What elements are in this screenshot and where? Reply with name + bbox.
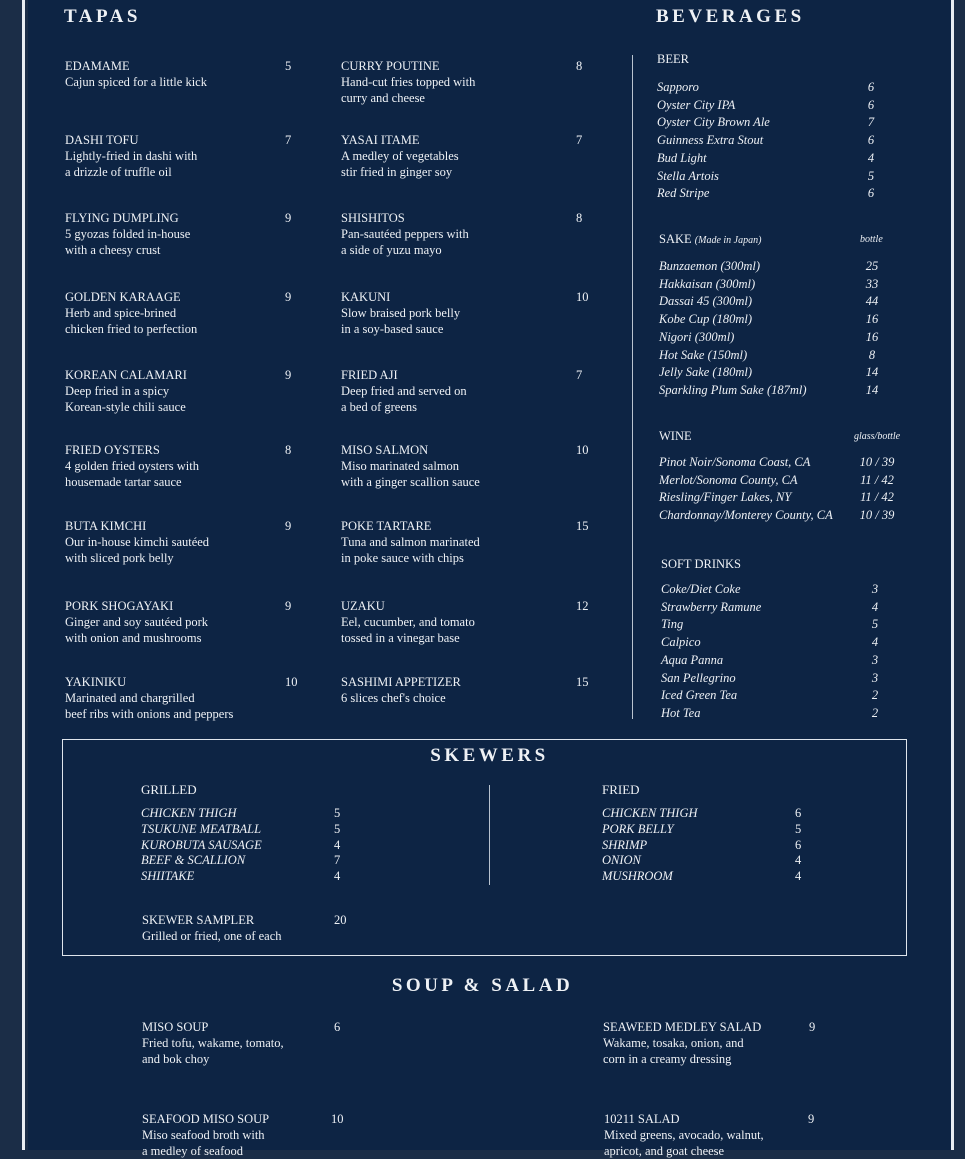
tapas-item-kakuni xyxy=(341,289,460,337)
tapas-item-desc: beef ribs with onions and peppers xyxy=(65,707,234,721)
tapas-item-desc: Pan-sautéed peppers with xyxy=(341,227,469,241)
grilled-skewer-name: CHICKEN THIGH xyxy=(141,806,237,820)
soup-salad-item-desc: and bok choy xyxy=(142,1052,210,1066)
tapas-item-price: 15 xyxy=(576,675,589,689)
grilled-skewer-price: 7 xyxy=(334,853,341,868)
soft-item-name: Coke/Diet Coke xyxy=(661,582,741,596)
grilled-skewer-name: SHIITAKE xyxy=(141,869,195,884)
wine-item-name: Merlot/Sonoma County, CA xyxy=(659,472,798,487)
soup-salad-item-name: 10211 SALAD xyxy=(604,1112,680,1126)
tapas-item-desc: a drizzle of truffle oil xyxy=(65,165,172,179)
tapas-heading: TAPAS xyxy=(64,6,141,27)
tapas-item-desc: A medley of vegetables xyxy=(341,149,459,163)
sake-item-price: 8 xyxy=(868,347,876,362)
soup-salad-item-name: MISO SOUP xyxy=(142,1020,209,1034)
tapas-item-shishitos xyxy=(341,210,469,258)
wine-item-name: Chardonnay/Monterey County, CA xyxy=(659,508,833,523)
soup-salad-item-desc: Wakame, tosaka, onion, and xyxy=(603,1036,744,1050)
tapas-item-desc: Herb and spice-brined xyxy=(65,306,177,320)
beer-item-price: 6 xyxy=(867,80,875,94)
beer-item-name: Sapporo xyxy=(657,80,699,94)
soup-salad-heading: SOUP & SALAD xyxy=(391,975,574,996)
tapas-item-poke-tartare xyxy=(341,518,480,566)
tapas-item-name: FRIED AJI xyxy=(341,368,398,382)
skewers-divider xyxy=(489,785,490,885)
soft-item-price: 3 xyxy=(871,670,879,685)
soup-salad-item-desc: Miso seafood broth with xyxy=(142,1128,265,1142)
tapas-item-price: 9 xyxy=(285,519,292,533)
beer-item-price: 5 xyxy=(867,168,875,183)
soup-salad-item-price: 9 xyxy=(808,1112,815,1126)
tapas-item-desc: tossed in a vinegar base xyxy=(341,631,460,645)
tapas-item-desc: chicken fried to perfection xyxy=(65,322,198,336)
sake-item-name: Kobe Cup (180ml) xyxy=(659,312,753,327)
wine-heading: WINE xyxy=(659,429,692,443)
tapas-item-desc: Marinated and chargrilled xyxy=(65,691,195,705)
tapas-item-desc: in poke sauce with chips xyxy=(341,551,464,565)
wine-unit: glass/bottle xyxy=(854,431,901,442)
fried-heading: FRIED xyxy=(602,782,640,797)
beer-item-name: Bud Light xyxy=(657,150,707,165)
tapas-item-name: KOREAN CALAMARI xyxy=(65,368,187,382)
tapas-item-buta-kimchi xyxy=(65,518,209,566)
tapas-item-desc: Deep fried in a spicy xyxy=(65,384,170,398)
tapas-item-desc: in a soy-based sauce xyxy=(341,322,444,336)
tapas-item-price: 9 xyxy=(285,599,292,613)
soup-salad-item-desc: Fried tofu, wakame, tomato, xyxy=(142,1036,284,1050)
beer-item-name: Red Stripe xyxy=(657,186,710,201)
tapas-item-name: PORK SHOGAYAKI xyxy=(65,599,174,613)
wine-item-price: 10 / 39 xyxy=(859,508,895,523)
soup-salad-item-price: 9 xyxy=(809,1020,816,1034)
tapas-item-desc: 4 golden fried oysters with xyxy=(65,459,200,473)
tapas-item-desc: Eel, cucumber, and tomato xyxy=(341,615,475,629)
soft-item-price: 4 xyxy=(871,635,879,650)
skewer-sampler xyxy=(142,912,282,944)
beer-item-name: Stella Artois xyxy=(657,168,719,183)
fried-skewer-price: 5 xyxy=(795,821,802,836)
soup-salad-item-10211-salad xyxy=(604,1111,764,1159)
tapas-item-price: 7 xyxy=(576,368,583,382)
tapas-item-name: FLYING DUMPLING xyxy=(65,211,179,225)
beer-item-price: 6 xyxy=(867,133,875,148)
tapas-item-golden-karaage xyxy=(65,289,197,337)
beverages-divider xyxy=(632,55,633,719)
tapas-item-desc: curry and cheese xyxy=(341,91,425,105)
tapas-item-price: 8 xyxy=(576,211,583,225)
sake-item-price: 44 xyxy=(865,294,879,309)
tapas-item-name: CURRY POUTINE xyxy=(341,59,440,73)
soup-salad-item-desc: a medley of seafood xyxy=(142,1144,244,1158)
tapas-item-curry-poutine xyxy=(341,58,475,106)
tapas-item-miso-salmon xyxy=(341,442,480,490)
soup-salad-item-seaweed-medley-salad xyxy=(603,1019,761,1067)
grilled-skewer-name: BEEF & SCALLION xyxy=(141,853,246,868)
sake-item-price: 14 xyxy=(865,382,879,397)
beer-item-price: 7 xyxy=(867,115,875,130)
tapas-item-yakiniku xyxy=(65,674,233,722)
tapas-item-price: 10 xyxy=(576,443,589,457)
soup-salad-item-name: SEAWEED MEDLEY SALAD xyxy=(603,1020,762,1034)
tapas-item-uzaku xyxy=(341,598,475,646)
tapas-item-desc: Ginger and soy sautéed pork xyxy=(65,615,209,629)
tapas-item-price: 8 xyxy=(285,443,292,457)
sake-item-name: Jelly Sake (180ml) xyxy=(659,365,753,380)
tapas-item-price: 8 xyxy=(576,59,583,73)
tapas-item-price: 7 xyxy=(285,133,292,147)
fried-skewer-price: 4 xyxy=(795,853,802,868)
tapas-item-price: 10 xyxy=(285,675,298,689)
fried-skewer-name: CHICKEN THIGH xyxy=(602,806,698,820)
soft-item-name: San Pellegrino xyxy=(661,670,736,685)
soup-salad-item-miso-soup xyxy=(142,1019,284,1067)
soft-item-price: 2 xyxy=(871,705,879,720)
wine-item-price: 10 / 39 xyxy=(859,455,895,469)
sake-item-price: 33 xyxy=(865,276,879,291)
skewer-sampler-name: SKEWER SAMPLER xyxy=(142,913,255,927)
tapas-item-desc: housemade tartar sauce xyxy=(65,475,182,489)
tapas-item-edamame xyxy=(65,58,207,90)
tapas-item-desc: with a cheesy crust xyxy=(65,243,161,257)
beverages-heading: BEVERAGES xyxy=(656,6,805,27)
soup-salad-item-seafood-miso-soup xyxy=(142,1111,269,1159)
tapas-item-desc: Korean-style chili sauce xyxy=(65,400,186,414)
beer-item-name: Oyster City IPA xyxy=(657,97,736,112)
soft-item-price: 4 xyxy=(871,599,879,614)
grilled-skewer-price: 4 xyxy=(334,869,341,884)
beer-item-name: Guinness Extra Stout xyxy=(657,133,764,148)
tapas-item-price: 10 xyxy=(576,290,589,304)
sake-item-name: Hot Sake (150ml) xyxy=(659,347,748,362)
tapas-item-desc: Lightly-fried in dashi with xyxy=(65,149,198,163)
fried-skewer-name: SHRIMP xyxy=(602,837,648,852)
wine-item-price: 11 / 42 xyxy=(860,490,894,505)
tapas-item-yasai-itame xyxy=(341,132,459,180)
tapas-item-name: POKE TARTARE xyxy=(341,519,432,533)
skewer-sampler-desc: Grilled or fried, one of each xyxy=(142,929,282,943)
tapas-item-sashimi-appetizer xyxy=(341,674,461,706)
skewer-sampler-price: 20 xyxy=(334,913,347,927)
tapas-item-price: 7 xyxy=(576,133,583,147)
tapas-item-name: YASAI ITAME xyxy=(341,133,420,147)
tapas-item-price: 9 xyxy=(285,211,292,225)
sake-note: (Made in Japan) xyxy=(694,235,762,246)
fried-skewer-name: ONION xyxy=(602,853,641,868)
tapas-item-desc: Miso marinated salmon xyxy=(341,459,460,473)
soft-item-price: 5 xyxy=(871,617,879,632)
tapas-item-name: KAKUNI xyxy=(341,290,391,304)
sake-item-name: Hakkaisan (300ml) xyxy=(659,276,756,291)
tapas-item-flying-dumpling xyxy=(65,210,190,258)
sake-unit: bottle xyxy=(860,234,883,245)
tapas-item-fried-aji xyxy=(341,367,467,415)
sake-item-name: Nigori (300ml) xyxy=(659,329,735,344)
fried-skewer-price: 6 xyxy=(795,837,802,852)
soup-salad-item-price: 6 xyxy=(334,1020,341,1034)
tapas-item-desc: with a ginger scallion sauce xyxy=(341,475,480,489)
tapas-item-desc: 6 slices chef's choice xyxy=(341,691,446,705)
sake-item-name: Dassai 45 (300ml) xyxy=(659,294,753,309)
tapas-item-name: MISO SALMON xyxy=(341,443,429,457)
sake-item-price: 16 xyxy=(865,329,879,344)
soft-item-name: Iced Green Tea xyxy=(661,688,738,703)
soft-item-price: 3 xyxy=(871,582,879,596)
soft-item-name: Aqua Panna xyxy=(661,652,724,667)
soft-drinks-heading: SOFT DRINKS xyxy=(661,557,741,571)
soft-item-price: 2 xyxy=(871,688,879,703)
skewers-heading: SKEWERS xyxy=(430,745,549,766)
soup-salad-item-desc: apricot, and goat cheese xyxy=(604,1144,725,1158)
tapas-item-price: 9 xyxy=(285,368,292,382)
wine-item-name: Pinot Noir/Sonoma Coast, CA xyxy=(659,455,811,469)
soup-salad-item-name: SEAFOOD MISO SOUP xyxy=(142,1112,270,1126)
fried-skewer-name: PORK BELLY xyxy=(602,821,674,836)
grilled-skewer-name: KUROBUTA SAUSAGE xyxy=(141,837,262,852)
tapas-item-desc: Our in-house kimchi sautéed xyxy=(65,535,210,549)
tapas-item-desc: Deep fried and served on xyxy=(341,384,467,398)
soup-salad-item-desc: Mixed greens, avocado, walnut, xyxy=(604,1128,764,1142)
grilled-skewer-price: 5 xyxy=(334,821,341,836)
tapas-item-desc: with onion and mushrooms xyxy=(65,631,202,645)
sake-item-name: Bunzaemon (300ml) xyxy=(659,259,761,273)
grilled-heading: GRILLED xyxy=(141,782,197,797)
tapas-item-desc: a side of yuzu mayo xyxy=(341,243,442,257)
grilled-skewer-price: 5 xyxy=(334,806,341,820)
tapas-item-desc: Tuna and salmon marinated xyxy=(341,535,480,549)
soft-item-name: Hot Tea xyxy=(661,705,701,720)
tapas-item-desc: stir fried in ginger soy xyxy=(341,165,453,179)
tapas-item-price: 12 xyxy=(576,599,589,613)
grilled-skewer-name: TSUKUNE MEATBALL xyxy=(141,821,262,836)
fried-skewer-name: MUSHROOM xyxy=(602,869,673,884)
tapas-item-name: SHISHITOS xyxy=(341,211,405,225)
tapas-item-name: DASHI TOFU xyxy=(65,133,139,147)
wine-item-price: 11 / 42 xyxy=(860,472,894,487)
tapas-item-desc: Hand-cut fries topped with xyxy=(341,75,476,89)
sake-heading xyxy=(659,232,761,247)
fried-skewer-price: 6 xyxy=(795,806,802,820)
sake-label: SAKE xyxy=(659,232,692,246)
soft-item-price: 3 xyxy=(871,652,879,667)
beer-item-price: 6 xyxy=(867,97,875,112)
soup-salad-item-price: 10 xyxy=(331,1112,344,1126)
soft-item-name: Strawberry Ramune xyxy=(661,599,762,614)
soft-item-name: Ting xyxy=(661,617,684,632)
fried-skewer-price: 4 xyxy=(795,869,802,884)
soup-salad-item-desc: corn in a creamy dressing xyxy=(603,1052,732,1066)
tapas-item-korean-calamari xyxy=(65,367,187,415)
sake-item-price: 25 xyxy=(865,259,879,273)
tapas-item-price: 9 xyxy=(285,290,292,304)
tapas-item-fried-oysters xyxy=(65,442,199,490)
tapas-item-desc: with sliced pork belly xyxy=(65,551,174,565)
tapas-item-name: SASHIMI APPETIZER xyxy=(341,675,461,689)
tapas-item-name: BUTA KIMCHI xyxy=(65,519,147,533)
tapas-item-name: GOLDEN KARAAGE xyxy=(65,290,181,304)
beer-heading: BEER xyxy=(657,52,689,66)
tapas-item-desc: Cajun spiced for a little kick xyxy=(65,75,207,89)
tapas-item-pork-shogayaki xyxy=(65,598,208,646)
sake-item-price: 16 xyxy=(865,312,879,327)
beer-item-price: 4 xyxy=(867,150,875,165)
tapas-item-name: EDAMAME xyxy=(65,59,130,73)
tapas-item-name: FRIED OYSTERS xyxy=(65,443,160,457)
tapas-item-dashi-tofu xyxy=(65,132,197,180)
sake-item-price: 14 xyxy=(865,365,879,380)
sake-item-name: Sparkling Plum Sake (187ml) xyxy=(659,382,807,397)
tapas-item-desc: a bed of greens xyxy=(341,400,418,414)
tapas-item-desc: 5 gyozas folded in-house xyxy=(65,227,191,241)
beer-item-name: Oyster City Brown Ale xyxy=(657,115,770,130)
tapas-item-price: 15 xyxy=(576,519,589,533)
tapas-item-name: YAKINIKU xyxy=(65,675,127,689)
tapas-item-name: UZAKU xyxy=(341,599,385,613)
wine-item-name: Riesling/Finger Lakes, NY xyxy=(659,490,792,505)
soft-item-name: Calpico xyxy=(661,635,701,650)
tapas-item-desc: Slow braised pork belly xyxy=(341,306,461,320)
grilled-skewer-price: 4 xyxy=(334,837,341,852)
tapas-item-price: 5 xyxy=(285,59,292,73)
beer-item-price: 6 xyxy=(867,186,875,201)
